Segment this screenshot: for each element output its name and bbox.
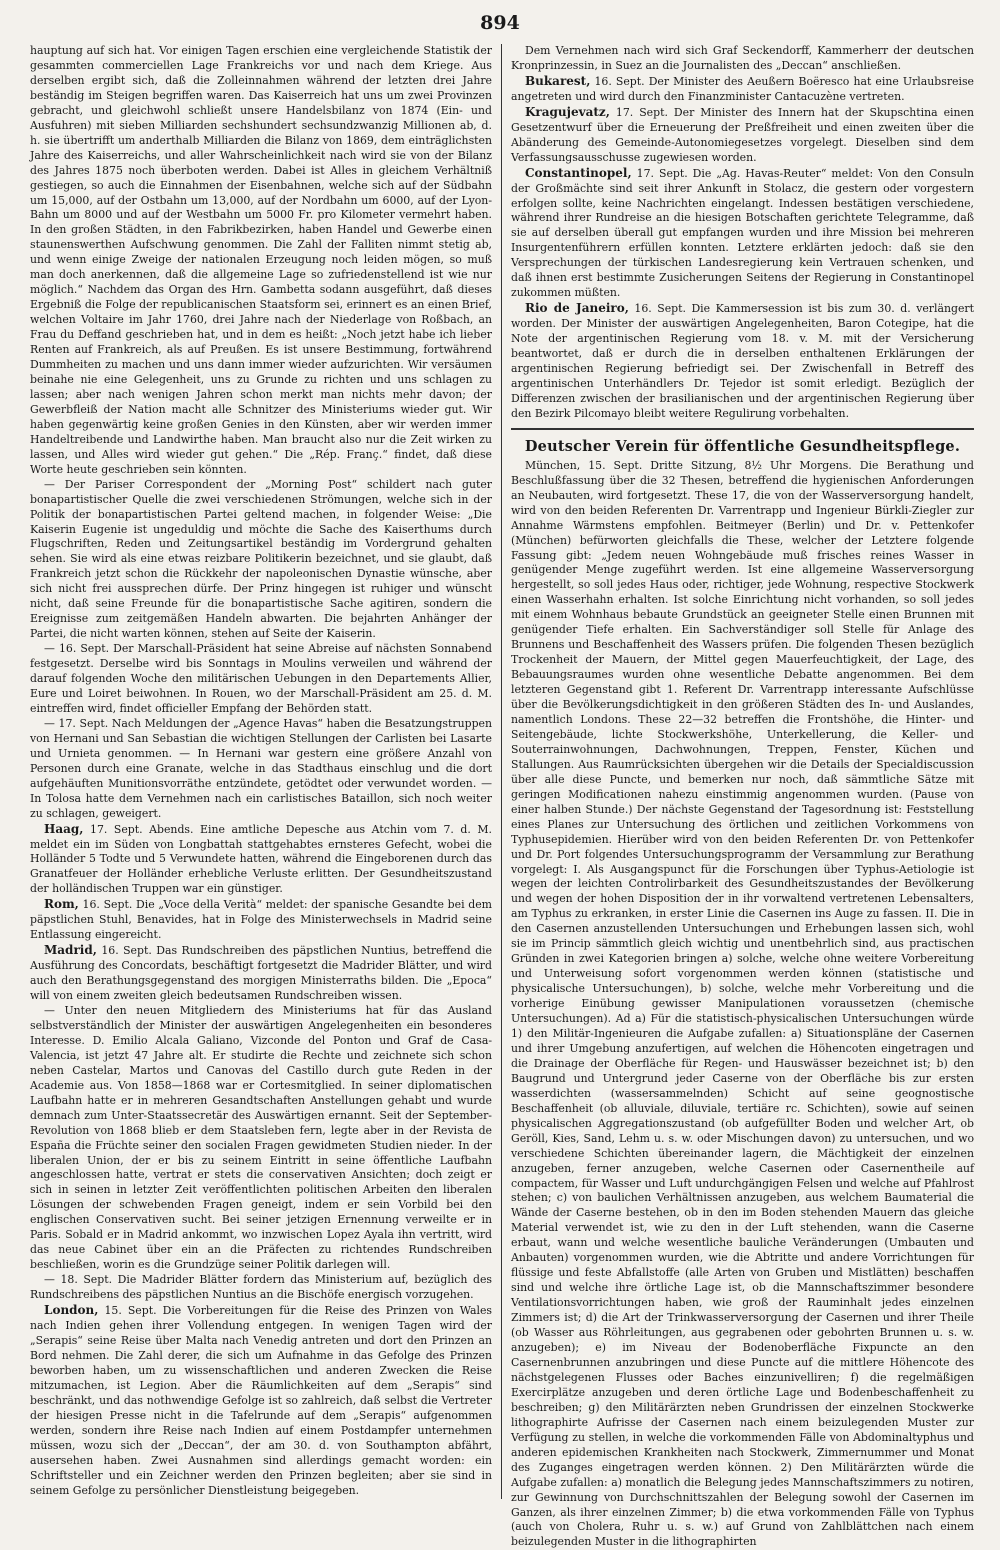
article-paragraph xyxy=(511,166,974,302)
paragraph-text: 16. Sept. Das Rundschreiben des päpstlichen Nuntius, betreffend die Ausführung des Concordats, beschäftigt fortgesetzt die Madrider Blätter, und wird auch den Berathungsgegenstand des morgigen Ministerraths bilden. Die „Epoca“ will von einem zweiten gleich bedeutsamen Rundschreiben wissen. xyxy=(30,944,492,1003)
paragraph-text: — Der Pariser Correspondent der „Morning Post“ schildert nach guter bonapartistischer Quelle die zwei verschiedenen Strömungen, welche sich in der Politik der bonapartistischen Partei geltend machen, in folgender Weise: „Die Kaiserin Eugenie ist ungeduldig und möchte die Sache des Kaiserthums durch Flugschriften, Reden und Zeitungsartikel beständig im Vordergrund gehalten sehen. Sie wird als eine etwas reizbare Politikerin bezeichnet, und sie glaubt, daß Frankreich jetzt schon die Rückkehr der napoleonischen Dynastie wünsche, aber sich nicht frei aussprechen dürfe. Der Prinz hingegen ist ruhiger und wünscht nicht, daß seine Freunde für die bonapartistische Sache agitiren, sondern die Ereignisse zum zeitgemäßen Handeln abwarten. Die bejahrten Anhänger der Partei, die nicht warten können, stehen auf Seite der Kaiserin. xyxy=(30,477,492,641)
paragraph-text: — 16. Sept. Der Marschall-Präsident hat seine Abreise auf nächsten Sonnabend festgesetzt. Derselbe wird bis Sonntags in Moulins verweilen und während der darauf folgenden Woche den militärischen Uebungen in den Departements Allier, Eure und Loiret beiwohnen. In Rouen, wo der Marschall-Präsident am 25. d. M. eintreffen wird, findet officieller Empfang der Behörden statt. xyxy=(30,642,492,715)
paragraph-text: Dem Vernehmen nach wird sich Graf Seckendorff, Kammerherr der deutschen Kronprinzessin, in Suez an die Journalisten des „Deccan“ anschließen. xyxy=(511,44,974,72)
dateline: Rom, xyxy=(44,897,79,912)
paragraph-text: 16. Sept. Die Kammersession ist bis zum 30. d. verlängert worden. Der Minister der auswärtigen Angelegenheiten, Baron Cotegipe, hat die Note der argentinischen Regierung vom 18. v. M. mit der Versicherung beantwortet, daß er durch die in derselben enthaltenen Erklärungen der argentinischen Regierung befriedigt sei. Der Zwischenfall in Betreff des argentinischen Unterhändlers Dr. Tejedor ist somit erledigt. Bezüglich der Differenzen zwischen der brasilianischen und der argentinischen Regierung über den Bezirk Pilcomayo bleibt weitere Regulirung vorbehalten. xyxy=(511,302,974,420)
right-column xyxy=(502,44,974,1549)
dateline: Haag, xyxy=(44,821,84,836)
section-title: Deutscher Verein für öffentliche Gesundheitspflege. xyxy=(524,437,961,455)
page-number: 894 xyxy=(480,12,520,34)
paragraph-text: 17. Sept. Der Minister des Innern hat der Skupschtina einen Gesetzentwurf über die Erneuerung der Preßfreiheit und einen zweiten über die Abänderung des Gemeinde-Autonomiegesetzes vorgelegt. Dieselben sind dem Verfassungsausschusse zugewiesen worden. xyxy=(511,105,974,164)
paragraph-text: 17. Sept. Abends. Eine amtliche Depesche aus Atchin vom 7. d. M. meldet ein im Süden von Longbattah stattgehabtes ernsteres Gefecht, wobei die Holländer 5 Todte und 5 Verwundete hatten, während die Eingeborenen durch das Granatfeuer der Holländer erhebliche Verluste erlitten. Der Gesundheitszustand der holländischen Truppen war ein günstiger. xyxy=(30,822,492,896)
dateline: Madrid, xyxy=(44,943,97,958)
article-paragraph xyxy=(30,717,492,822)
article-paragraph xyxy=(511,301,974,422)
section-divider xyxy=(511,428,974,430)
article-paragraph xyxy=(511,105,974,166)
dateline: Rio de Janeiro, xyxy=(525,301,629,316)
paragraph-text: — 17. Sept. Nach Meldungen der „Agence Havas“ haben die Besatzungstruppen von Hernani und San Sebastian die wichtigen Stellungen der Carlisten bei Lasarte und Urnieta genommen. — In Hernani war gestern eine größere Anzahl von Personen durch eine Granate, welche in das Stadthaus einschlug und die dort aufgehäuften Munitionsvorräthe entzündete, getödtet oder verwundet worden. — In Tolosa hatte dem Vernehmen nach ein carlistisches Bataillon, sich noch weiter zu schlagen, geweigert. xyxy=(30,716,492,820)
article-paragraph xyxy=(511,459,974,1550)
paragraph-text: 15. Sept. Die Vorbereitungen für die Reise des Prinzen von Wales nach Indien gehen ihrer Vollendung entgegen. In wenigen Tagen wird der „Serapis“ seine Reise über Malta nach Venedig antreten und dort den Prinzen an Bord nehmen. Die Zahl derer, die sich um Aufnahme in das Gefolge des Prinzen beworben haben, um zu wissenschaftlichen und anderen Zwecken die Reise mitzumachen, ist Legion. Aber die Räumlichkeiten auf dem „Serapis“ sind beschränkt, und das nothwendige Gefolge ist so zahlreich, daß selbst die Vertreter der hiesigen Presse nicht in die Tafelrunde auf dem „Serapis“ aufgenommen werden, sondern ihre Reise nach Indien auf einem Postdampfer unternehmen müssen, wozu sich der „Deccan“, der am 30. d. von Southampton abfährt, ausersehen haben. Zwei Ausnahmen sind allerdings gemacht worden: ein Schriftsteller und ein Zeichner werden den Prinzen begleiten; aber sie sind in seinem Gefolge zu persönlicher Dienstleistung beigegeben. xyxy=(30,1304,492,1497)
paragraph-text: — 18. Sept. Die Madrider Blätter fordern das Ministerium auf, bezüglich des Rundschreibens des päpstlichen Nuntius an die Bischöfe energisch vorzugehen. xyxy=(30,1273,492,1302)
dateline: Kragujevatz, xyxy=(525,104,610,119)
left-column xyxy=(30,44,502,1499)
article-paragraph xyxy=(30,822,492,898)
paragraph-text: hauptung auf sich hat. Vor einigen Tagen erschien eine vergleichende Statistik der gesammten commerciellen Lage Frankreichs vor und nach dem Kriege. Aus derselben ergibt sich, daß die Zolleinnahmen während der letzten drei Jahre beständig im Steigen begriffen waren. Das Kaiserreich hat uns um zwei Provinzen gebracht, und gleichwohl schließt unsere Handelsbilanz von 1874 (Ein- und Ausfuhren) mit sieben Milliarden sechshundert sechsundzwanzig Millionen ab, d. h. sie übertrifft um anderthalb Milliarden die Bilanz von 1869, dem einträglichsten Jahre des Kaiserreichs, und aller Wahrscheinlichkeit nach wird sie von der Bilanz des Jahres 1875 noch überboten werden. Dabei ist Alles in gleichem Verhältniß gestiegen, so auch die Einnahmen der Eisenbahnen, welche sich auf der Südbahn um 15,000, auf der Ostbahn um 13,000, auf der Nordbahn um 6000, auf der Lyon-Bahn um 8000 und auf der Westbahn um 5000 Fr. pro Kilometer vermehrt haben. In den großen Städten, in den Fabrikbezirken, haben Handel und Gewerbe einen staunenswerthen Aufschwung genommen. Die Zahl der Falliten nimmt stetig ab, und wenn einige Zweige der nationalen Erzeugung noch leiden mögen, so muß man doch anerkennen, daß die allgemeine Lage so zufriedenstellend ist wie nur möglich.“ Nachdem das Organ des Hrn. Gambetta sodann ausgeführt, daß dieses Ergebniß die Folge der republicanischen Staatsform sei, erinnert es an einen Brief, welchen Voltaire im Jahr 1760, drei Jahre nach der Niederlage von Roßbach, an Frau du Deffand geschrieben hat, und in dem es heißt: „Noch jetzt habe ich lieber Renten auf Frankreich, als auf Preußen. Es ist unsere Bestimmung, fortwährend Dummheiten zu machen und uns dann immer wieder aufzurichten. Wir versäumen beinahe nie eine Gelegenheit, uns zu Grunde zu richten und uns schlagen zu lassen; aber nach wenigen Jahren schon merkt man nichts mehr davon; der Gewerbfleiß der Nation macht alle Schnitzer des Ministeriums wieder gut. Wir haben gegenwärtig keine großen Genies in den Künsten, aber wir werden immer Handeltreibende und Landwirthe haben. Man braucht also nur die Zeit wirken zu lassen, und Alles wird wieder gut gehen.“ Die „Rép. Franç.“ findet, daß diese Worte heute geschrieben sein könnten. xyxy=(30,44,492,476)
article-paragraph xyxy=(30,1004,492,1273)
article-paragraph xyxy=(30,44,492,478)
text-columns xyxy=(30,44,974,1549)
section-body xyxy=(511,459,974,1550)
right-column-news xyxy=(511,44,974,422)
paragraph-text: 16. Sept. Der Minister des Aeußern Boëresco hat eine Urlaubsreise angetreten und wird durch den Finanzminister Cantacuzène vertreten. xyxy=(511,74,974,103)
article-paragraph xyxy=(30,478,492,642)
dateline: Bukarest, xyxy=(525,73,591,88)
dateline: Constantinopel, xyxy=(525,165,632,180)
article-paragraph xyxy=(30,897,492,943)
article-paragraph xyxy=(511,44,974,74)
article-paragraph xyxy=(30,1303,492,1498)
article-paragraph xyxy=(30,642,492,717)
paragraph-text: 16. Sept. Die „Voce della Verità“ meldet: der spanische Gesandte bei dem päpstlichen Stuhl, Benavides, hat in Folge des Ministerwechsels in Madrid seine Entlassung eingereicht. xyxy=(30,898,492,942)
paragraph-text: 17. Sept. Die „Ag. Havas-Reuter“ meldet: Von den Consuln der Großmächte sind seit ihrer Ankunft in Stolacz, die gestern oder vorgestern erfolgen sollte, keine Nachrichten eingelangt. Indessen bestätigen verschiedene, während ihrer Rundreise an die hiesigen Botschaften gerichtete Telegramme, daß sie auf derselben überall gut empfangen wurden und ihre Mission bei mehreren Insurgentenführern erfüllen konnten. Letztere erklärten jedoch: daß sie den Versprechungen der türkischen Landesregierung kein Vertrauen schenken, und daß ihnen erst bestimmte Zusicherungen Seitens der Regierung in Constantinopel zukommen müßten. xyxy=(511,166,974,300)
article-paragraph xyxy=(511,74,974,105)
paragraph-text: München, 15. Sept. Dritte Sitzung, 8½ Uhr Morgens. Die Berathung und Beschlußfassung über die 32 Thesen, betreffend die hygienischen Anforderungen an Neubauten, wird fortgesetzt. These 17, die von der Wasserversorgung handelt, wird von den beiden Referenten Dr. Varrentrapp und Ingenieur Bürkli-Ziegler zur Annahme Wärmstens empfohlen. Beitmeyer (Berlin) und Dr. v. Pettenkofer (München) befürworten gleichfalls die These, welcher der Letztere folgende Fassung gibt: „Jedem neuen Wohngebäude muß frisches reines Wasser in genügender Menge zugeführt werden. Ist eine allgemeine Wasserversorgung hergestellt, so soll jedes Haus oder, richtiger, jede Wohnung, respective Stockwerk einen Wasserhahn erhalten. Ist solche Einrichtung nicht vorhanden, so soll jedes mit einem Wohnhaus bebaute Grundstück an geeigneter Stelle einen Brunnen mit genügender Tiefe erhalten. Ein Sachverständiger soll Stelle für Anlage des Brunnens und Beschaffenheit des Wassers prüfen. Die folgenden Thesen bezüglich Trockenheit der Mauern, der Mittel gegen Mauerfeuchtigkeit, der Lage, des Bebauungsraumes wurden ohne wesentliche Debatte angenommen. Bei dem letzteren Gegenstand gibt 1. Referent Dr. Varrentrapp interessante Aufschlüsse über die Bevölkerungsdichtigkeit in den größeren Städten des In- und Auslandes, namentlich Londons. These 22—32 betreffen die Frontshöhe, die Hinter- und Seitengebäude, lichte Stockwerkshöhe, Unterkellerung, die Keller- und Souterrainwohnungen, Dachwohnungen, Treppen, Fenster, Küchen und Stallungen. Aus Raumrücksichten übergehen wir die Details der Specialdiscussion über alle diese Puncte, und bemerken nur noch, daß sämmtliche Sätze mit geringen Modificationen nahezu einstimmig angenommen wurden. (Pause von einer halben Stunde.) Der nächste Gegenstand der Tagesordnung ist: Feststellung eines Planes zur Untersuchung des örtlichen und zeitlichen Vorkommens von Typhusepidemien. Hierüber wird von den beiden Referenten Dr. von Pettenkofer und Dr. Port folgendes Untersuchungsprogramm der Versammlung zur Berathung vorgelegt: I. Als Ausgangspunct für die Forschungen über Typhus-Aetiologie ist wegen der leichten Controlirbarkeit des Gesundheitszustandes der Bevölkerung und wegen der hohen Disposition der in ihr vorwaltend vertretenen Lebensalters, am Typhus zu erkranken, in erster Linie die Casernen ins Auge zu fassen. II. Die in den Casernen anzustellenden Untersuchungen und Erhebungen lassen sich, wohl sie im Princip sämmtlich gleich wichtig und unentbehrlich sind, aus practischen Gründen in zwei Kategorien bringen a) solche, welche ohne weitere Vorbereitung und Unterweisung sofort vorgenommen werden können (statistische und physicalische Untersuchungen), b) solche, welche mehr Vorbereitung und die vorherige Einübung gewisser Manipulationen voraussetzen (chemische Untersuchungen). Ad a) Für die statistisch-physicalischen Untersuchungen würde 1) den Militär-Ingenieuren die Aufgabe zufallen: a) Situationspläne der Casernen und ihrer Umgebung anzufertigen, auf welchen die Höhencoten eingetragen und die Drainage der Oberfläche für Regen- und Hauswässer bezeichnet ist; b) den Baugrund und Untergrund jeder Caserne von der Oberfläche bis zur ersten wasserdichten (wassersammelnden) Schicht auf seine geognostische Beschaffenheit (ob alluviale, diluviale, tertiäre rc. Schichten), sowie auf seinen physicalischen Aggregationszustand (ob aufgefüllter Boden und welcher Art, ob Geröll, Kies, Sand, Lehm u. s. w. oder Mischungen davon) zu untersuchen, und wo verschiedene Schichten übereinander lagern, die Mächtigkeit der einzelnen anzugeben, ferner anzugeben, welche Casernen oder Casernentheile auf compactem, für Wasser und Luft undurchgängigen Felsen und welche auf Pfahlrost stehen; c) von baulichen Verhältnissen anzugeben, aus welchem Baumaterial die Wände der Caserne bestehen, ob in den im Boden stehenden Mauern das gleiche Material verwendet ist, wie zu den in der Luft stehenden, wann die Caserne erbaut, wann und welche wesentliche bauliche Veränderungen (Umbauten und Anbauten) vorgenommen wurden, wie die Abtritte und andere Vorrichtungen für flüssige und feste Abfallstoffe (alle Arten von Gruben und Mistlätten) beschaffen sind und welche ihre örtliche Lage ist, ob die Mannschaftszimmer besondere Ventilationsvorrichtungen haben, wie groß der Rauminhalt jedes einzelnen Zimmers ist; d) die Art der Trinkwasserversorgung der Casernen und ihrer Theile (ob Wasser aus Röhrleitungen, aus gegrabenen oder gebohrten Brunnen u. s. w. anzugeben); e) im Niveau der Bodenoberfläche Fixpuncte an den Casernenbrunnen anzubringen und diese Puncte auf die mittlere Höhencote des nächstgelegenen Flusses oder Baches einzunivelliren; f) die regelmäßigen Exercirplätze anzugeben und deren örtliche Lage und Bodenbeschaffenheit zu beschreiben; g) den Militärärzten neben Grundrissen der einzelnen Stockwerke lithographirte Aufrisse der Casernen nach einem beizulegenden Muster zur Verfügung zu stellen, in welche die vorkommenden Fälle von Abdominaltyphus und anderen epidemischen Krankheiten nach Stockwerk, Zimmernummer und Monat des Zuganges eingetragen werden können. 2) Den Militärärzten würde die Aufgabe zufallen: a) monatlich die Belegung jedes Mannschaftszimmers zu notiren, zur Gewinnung von Durchschnittszahlen der Belegung sowohl der Casernen im Ganzen, als ihrer einzelnen Zimmer; b) die etwa vorkommenden Fälle von Typhus (auch von Cholera, Ruhr u. s. w.) auf Grund von Zahlblättchen nach einem beizulegenden Muster in die lithographirten xyxy=(511,458,974,1549)
paragraph-text: — Unter den neuen Mitgliedern des Ministeriums hat für das Ausland selbstverständlich der Minister der auswärtigen Angelegenheiten ein besonderes Interesse. D. Emilio Alcala Galiano, Vizconde del Ponton und Graf de Casa-Valencia, ist jetzt 47 Jahre alt. Er studirte die Rechte und zeichnete sich schon neben Castelar, Martos und Canovas del Castillo durch gute Reden in der Academie aus. Von 1858—1868 war er Cortesmitglied. In seiner diplomatischen Laufbahn hatte er in mehreren Gesandtschaften Anstellungen gehabt und wurde demnach zum Unter-Staatssecretär des Auswärtigen ernannt. Seit der September-Revolution von 1868 blieb er dem Staatsleben fern, legte aber in der Revista de España die Früchte seiner den socialen Fragen gewidmeten Studien nieder. In der liberalen Union, der er bis zu seinem Eintritt in seine öffentliche Laufbahn angeschlossen hatte, vertrat er stets die conservativen Ansichten; doch zeigt er sich in seinen in letzter Zeit veröffentlichten politischen Arbeiten den liberalen Lösungen der schwebenden Fragen geneigt, indem er sein Vorbild bei den englischen Conservativen sucht. Bei seiner jetzigen Ernennung verweilte er in Paris. Sobald er in Madrid ankommt, wo inzwischen Lopez Ayala ihn vertritt, wird das neue Cabinet über ein an die Präfecten zu richtendes Rundschreiben beschließen, worin es die Grundzüge seiner Politik darlegen will. xyxy=(30,1004,492,1272)
dateline: London, xyxy=(44,1303,99,1318)
article-paragraph xyxy=(30,1273,492,1303)
article-paragraph xyxy=(30,943,492,1004)
